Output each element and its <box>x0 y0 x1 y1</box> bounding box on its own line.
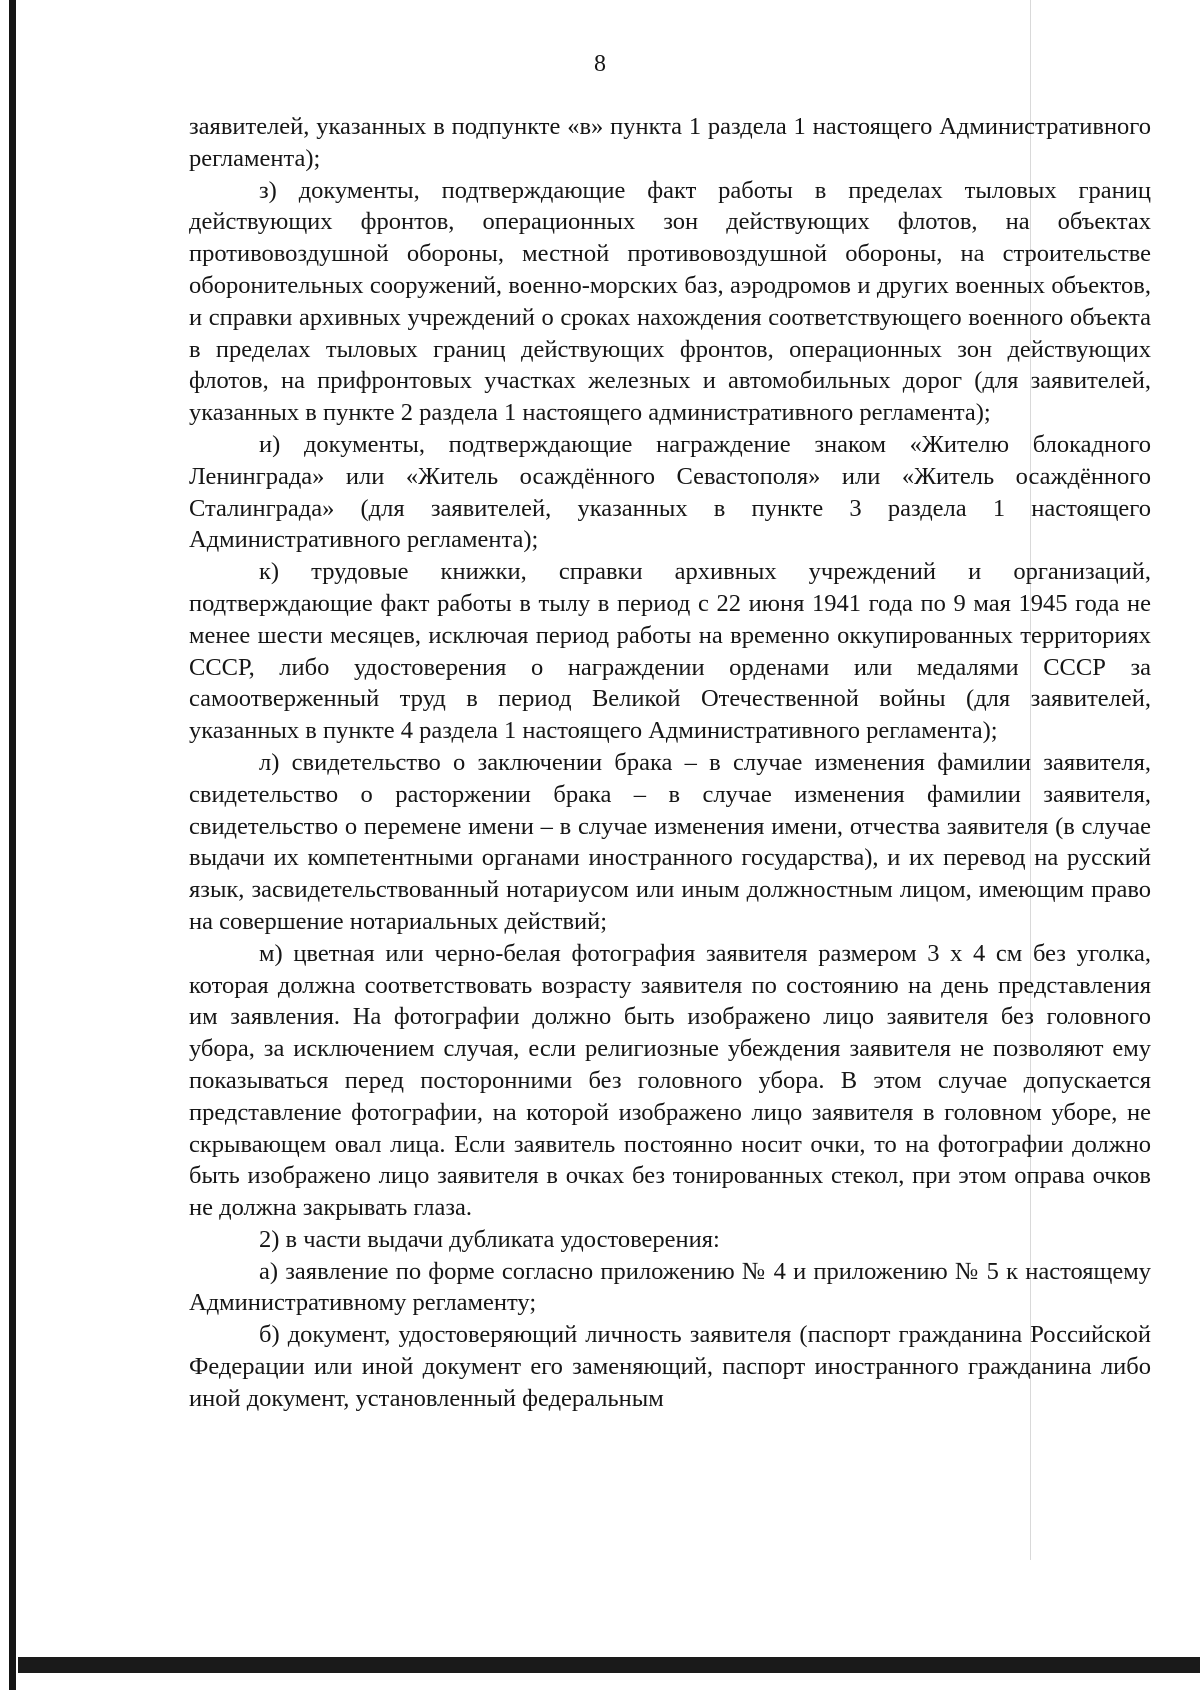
paragraph-item-a: а) заявление по форме согласно приложению № 4 и приложению № 5 к настоящему Административному регламенту; <box>189 1257 1151 1317</box>
paragraph-item-l: л) свидетельство о заключении брака – в случае изменения фамилии заявителя, свидетельство о расторжении брака – в случае изменения фамилии заявителя, свидетельство о перемене имени – в случае изменения имени, отчества заявителя (в случае выдачи их компетентными органами иностранного государства), и их перевод на русский язык, засвидетельствованный нотариусом или иным должностным лицом, имеющим право на совершение нотариальных действий; <box>189 748 1151 935</box>
scan-bottom-edge-bar <box>18 1657 1200 1673</box>
document-body <box>189 111 1151 1415</box>
paragraph-item-i: и) документы, подтверждающие награждение знаком «Жителю блокадного Ленинграда» или «Житель осаждённого Севастополя» или «Житель осаждённого Сталинграда» (для заявителей, указанных в пункте 3 раздела 1 настоящего Административного регламента); <box>189 430 1151 554</box>
paragraph-item-k: к) трудовые книжки, справки архивных учреждений и организаций, подтверждающие факт работы в тылу в период с 22 июня 1941 года по 9 мая 1945 года не менее шести месяцев, исключая период работы на временно оккупированных территориях СССР, либо удостоверения о награждении орденами или медалями СССР за самоотверженный труд в период Великой Отечественной войны (для заявителей, указанных в пункте 4 раздела 1 настоящего Административного регламента); <box>189 558 1151 745</box>
paragraph-item-b: б) документ, удостоверяющий личность заявителя (паспорт гражданина Российской Федерации или иной документ его заменяющий, паспорт иностранного гражданина либо иной документ, установленный федеральным <box>189 1321 1151 1412</box>
paragraph-item-z: з) документы, подтверждающие факт работы в пределах тыловых границ действующих фронтов, операционных зон действующих флотов, на объектах противовоздушной обороны, местной противовоздушной обороны, на строительстве оборонительных сооружений, военно-морских баз, аэродромов и других военных объектов, и справки архивных учреждений о сроках нахождения соответствующего военного объекта в пределах тыловых границ действующих фронтов, операционных зон действующих флотов, на прифронтовых участках железных и автомобильных дорог (для заявителей, указанных в пункте 2 раздела 1 настоящего административного регламента); <box>189 176 1151 427</box>
paragraph-section-2: 2) в части выдачи дубликата удостоверения: <box>259 1225 720 1253</box>
scan-left-edge-bar <box>9 0 16 1690</box>
paragraph-item-m: м) цветная или черно-белая фотография заявителя размером 3 х 4 см без уголка, которая должна соответствовать возрасту заявителя по состоянию на день представления им заявления. На фотографии должно быть изображено лицо заявителя без головного убора, за исключением случая, если религиозные убеждения заявителя не позволяют ему показываться перед посторонними без головного убора. В этом случае допускается представление фотографии, на которой изображено лицо заявителя в головном уборе, не скрывающем овал лица. Если заявитель постоянно носит очки, то на фотографии должно быть изображено лицо заявителя в очках без тонированных стекол, при этом оправа очков не должна закрывать глаза. <box>189 939 1151 1222</box>
page-number: 8 <box>594 51 606 77</box>
paragraph-continuation: заявителей, указанных в подпункте «в» пункта 1 раздела 1 настоящего Административного регламента); <box>189 113 1151 172</box>
